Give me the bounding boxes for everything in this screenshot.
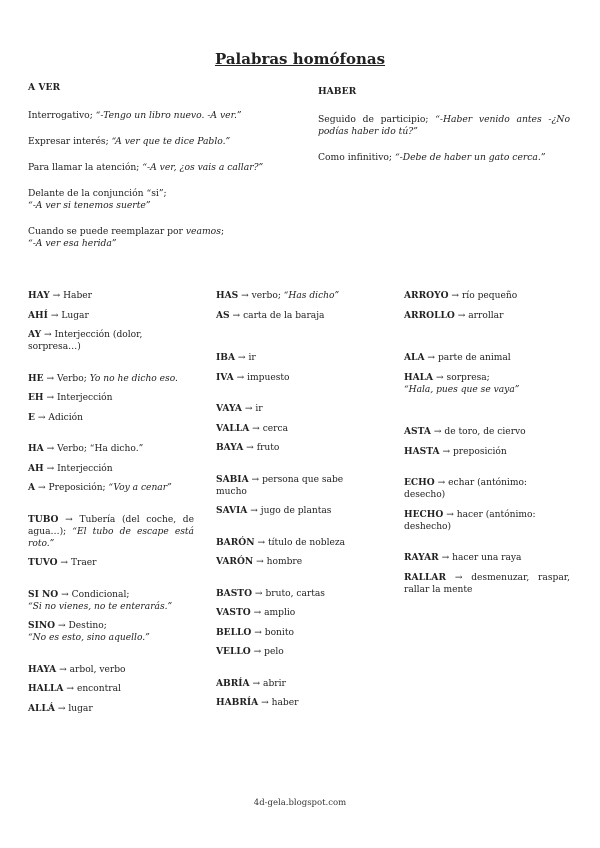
word-entry: SABIA → persona que sabe mucho bbox=[216, 473, 344, 497]
footer-url: 4d-gela.blogspot.com bbox=[253, 798, 347, 808]
word-entry: SINO → Destino; “No es esto, sino aquello.” bbox=[28, 620, 150, 643]
word-entry: HALA → sorpresa; “Hala, pues que se vaya” bbox=[404, 371, 520, 395]
word-entry: E → Adición bbox=[28, 411, 84, 423]
word-entry: HECHO → hacer (antónimo: deshecho) bbox=[404, 508, 536, 532]
word-entry: IVA → impuesto bbox=[216, 371, 290, 383]
word-entry: ALA → parte de animal bbox=[404, 352, 511, 363]
a-ver-heading: A VER bbox=[28, 82, 61, 93]
word-entry: AY → Interjección (dolor, sorpresa…) bbox=[28, 329, 143, 352]
word-entry: BASTO → bruto, cartas bbox=[216, 587, 325, 599]
a-ver-line: Cuando se puede reemplazar por veamos; “-A ver esa herida” bbox=[28, 226, 225, 249]
word-entry: BELLO → bonito bbox=[216, 626, 294, 638]
word-entry: VARÓN → hombre bbox=[216, 556, 303, 567]
word-entry: HAS → verbo; “Has dicho” bbox=[216, 290, 340, 301]
word-entry: RAYAR → hacer una raya bbox=[404, 552, 522, 563]
word-entry: IBA → ir bbox=[216, 352, 256, 363]
word-entry: VAYA → ir bbox=[216, 403, 263, 414]
word-entry: HAY → Haber bbox=[28, 290, 93, 301]
a-ver-line: Delante de la conjunción “si”; “-A ver si tenemos suerte” bbox=[28, 188, 167, 211]
word-entry: BAYA → fruto bbox=[216, 442, 280, 453]
word-entry: HASTA → preposición bbox=[404, 445, 507, 457]
a-ver-line: Interrogativo; “-Tengo un libro nuevo. -A ver.” bbox=[28, 110, 242, 121]
word-entry: VELLO → pelo bbox=[216, 646, 284, 657]
word-entry: A → Preposición; “Voy a cenar” bbox=[28, 482, 172, 493]
haber-heading: HABER bbox=[318, 86, 357, 97]
word-entry: AS → carta de la baraja bbox=[216, 309, 325, 321]
word-entry: ASTA → de toro, de ciervo bbox=[404, 426, 526, 437]
word-entry: VASTO → amplio bbox=[216, 607, 296, 618]
a-ver-line: Expresar interés; “A ver que te dice Pablo.” bbox=[28, 136, 231, 147]
word-entry: TUVO → Traer bbox=[28, 557, 97, 568]
word-entry: ABRÍA → abrir bbox=[216, 677, 286, 689]
word-entry: HE → Verbo; Yo no he dicho eso. bbox=[28, 372, 178, 384]
haber-section bbox=[318, 86, 570, 178]
page-title: Palabras homófonas bbox=[214, 50, 386, 68]
word-entry: AHÍ → Lugar bbox=[28, 309, 89, 321]
word-entry: HAYA → arbol, verbo bbox=[28, 663, 126, 675]
haber-line: Seguido de participio; “-Haber venido antes -¿No podías haber ido tú?” bbox=[318, 114, 570, 137]
word-column-1 bbox=[28, 290, 194, 722]
word-entry: ARROLLO → arrollar bbox=[404, 309, 504, 321]
word-entry: EH → Interjección bbox=[28, 392, 113, 403]
word-entry: HABRÍA → haber bbox=[216, 697, 299, 708]
haber-line: Como infinitivo; “-Debe de haber un gato cerca.” bbox=[318, 152, 546, 163]
word-column-2 bbox=[216, 290, 376, 717]
word-entry: HALLA → encontral bbox=[28, 683, 121, 694]
word-entry: RALLAR → desmenuzar, raspar, rallar la mente bbox=[404, 571, 570, 595]
word-entry: ECHO → echar (antónimo: desecho) bbox=[404, 477, 527, 500]
a-ver-line: Para llamar la atención; “-A ver, ¿os vais a callar?” bbox=[28, 162, 264, 173]
word-entry: SAVIA → jugo de plantas bbox=[216, 505, 332, 516]
word-entry: ALLÁ → lugar bbox=[28, 702, 93, 714]
word-entry: TUBO → Tubería (del coche, de agua…); “El tubo de escape está roto.” bbox=[28, 513, 194, 549]
word-column-3 bbox=[404, 290, 570, 603]
a-ver-section bbox=[28, 82, 278, 264]
word-entry: VALLA → cerca bbox=[216, 422, 289, 434]
word-entry: ARROYO → río pequeño bbox=[404, 290, 518, 301]
word-entry: HA → Verbo; “Ha dicho.” bbox=[28, 443, 144, 454]
word-entry: AH → Interjección bbox=[28, 462, 113, 474]
word-entry: SI NO → Condicional; “Si no vienes, no te enterarás.” bbox=[28, 588, 173, 612]
word-entry: BARÓN → título de nobleza bbox=[216, 536, 346, 548]
